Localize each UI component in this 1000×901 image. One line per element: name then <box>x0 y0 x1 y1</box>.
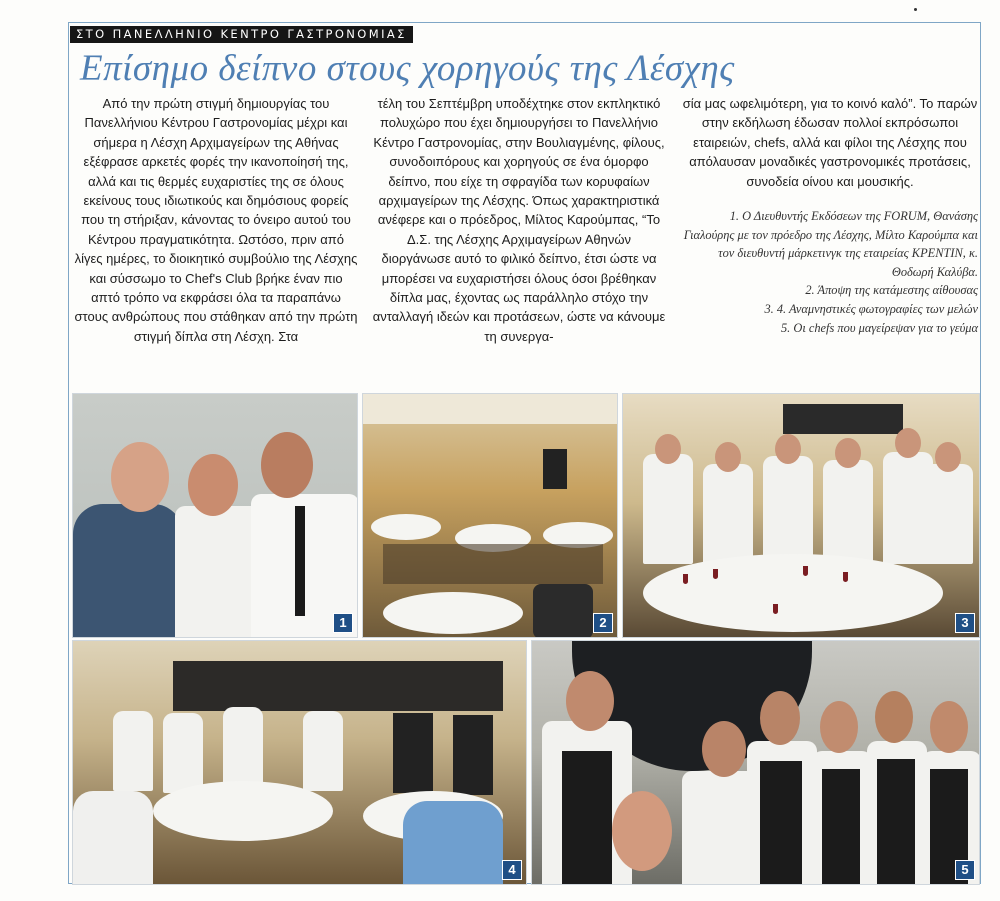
dining-table <box>643 554 943 632</box>
seated-guest <box>403 801 503 885</box>
text-column-1 <box>74 94 358 346</box>
body-text: Από την πρώτη στιγμή δημιουργίας του Πανελλήνιου Κέντρου Γαστρονομίας μέχρι και σήμερα η Λέσχη Αρχιμαγείρων της Αθήνας εξέφρασε αρκετές φορές την ικανοποίησή της, αλλά και τις θερμές ευχαριστίες της σε όλους εκείνους τους ιδιωτικούς και δημόσιους φορείς που τη στήριξαν, κάνοντας το όνειρο αυτού του Κέντρου πραγματικότητα. Ωστόσο, πριν από λίγες ημέρες, το διοικητικό συμβούλιο της Λέσχης και σύσσωμο το Chef's Club βρήκε έναν πιο απτό τρόπο να εκφράσει όλα τα παραπάνω στους ανθρώπους που στάθηκαν από την πρώτη στιγμή δίπλα στη Λέσχη. Στα <box>74 96 358 344</box>
wine-glass <box>773 604 778 614</box>
text-column-2 <box>372 94 666 346</box>
photo-number-badge: 5 <box>955 860 975 880</box>
person-head <box>760 691 800 745</box>
print-dot <box>914 8 917 11</box>
photo-4 <box>72 640 527 885</box>
person-head <box>188 454 238 516</box>
speaker <box>543 449 567 489</box>
body-text: τέλη του Σεπτέμβρη υποδέχτηκε στον εκπληκτικό πολυχώρο που έχει δημιουργήσει το Πανελλήνιο Κέντρο Γαστρονομίας, στην Βουλιαγμένης, φίλους, συνοδοιπόρους και χορηγούς σε ένα όμορφο δείπνο, που είχε τη σφραγίδα των κορυφαίων αρχιμαγείρων της Λέσχης. Όπως χαρακτηριστικά ανέφερε και ο πρόεδρος, Μίλτος Καρούμπας, “Το Δ.Σ. της Λέσχης Αρχιμαγείρων Αθηνών διοργάνωσε αυτό το φιλικό δείπνο, έτσι ώστε να μπορέσει να ευχαριστήσει όλους όσοι βρέθηκαν δίπλα μας, έχοντας ως παράλληλο στόχο την ανταλλαγή ιδεών και προτάσεων, ώστε να κάνουμε τη συνεργα- <box>372 96 666 344</box>
person-head <box>702 721 746 777</box>
chef-apron <box>822 769 860 885</box>
person-head <box>895 428 921 458</box>
person-head <box>261 432 313 498</box>
article-title: Επίσημο δείπνο στους χορηγούς της Λέσχης <box>80 48 735 89</box>
wine-glass <box>713 569 718 579</box>
seated-guest <box>73 791 153 885</box>
caption-4: 5. Οι chefs που μαγείρεψαν για το γεύμα <box>780 320 978 335</box>
chef-apron <box>393 713 433 793</box>
wall-panel <box>783 404 903 434</box>
chef-coat <box>113 711 153 791</box>
person-head <box>612 791 672 871</box>
chef-apron <box>877 759 915 885</box>
dining-table <box>383 592 523 634</box>
chef-coat <box>763 456 813 564</box>
body-text: σία μας ωφελιμότερη, για το κοινό καλό”. Το παρών στην εκδήλωση έδωσαν πολλοί εκπρόσωποι εταιρειών, chefs, αλλά και φίλοι της Λέσχης που απόλαυσαν μοναδικές γαστρονομικές προτάσεις, συνοδεία οίνου και μουσικής. <box>682 96 978 189</box>
wine-glass <box>843 572 848 582</box>
person-head <box>835 438 861 468</box>
photo-number-badge: 3 <box>955 613 975 633</box>
chef-coat <box>643 454 693 564</box>
chef-apron <box>562 751 612 885</box>
photo-1 <box>72 393 358 638</box>
person-head <box>566 671 614 731</box>
chef-coat <box>923 464 973 564</box>
chef-coat <box>703 464 753 564</box>
person-head <box>875 691 913 743</box>
caption-1: 1. Ο Διευθυντής Εκδόσεων της FORUM, Θανάσης Γιαλούρης με τον πρόεδρο της Λέσχης, Μίλτο Καρούμπα και τον διευθυντή μάρκετινγκ της εταιρείας ΚΡΕΝΤΙΝ, κ. Θοδωρή Καλύβα. <box>683 209 978 279</box>
chef-coat <box>223 707 263 791</box>
chef-apron <box>453 715 493 795</box>
text-column-3 <box>682 94 978 337</box>
photo-number-badge: 4 <box>502 860 522 880</box>
chef-coat <box>823 460 873 564</box>
photo-number-badge: 1 <box>333 613 353 633</box>
wine-glass <box>683 574 688 584</box>
chef-apron <box>760 761 802 885</box>
guests-row <box>383 544 603 584</box>
chef-coat <box>303 711 343 791</box>
person-head <box>111 442 169 512</box>
person-figure <box>73 504 183 638</box>
photo-number-badge: 2 <box>593 613 613 633</box>
tie <box>295 506 305 616</box>
wall-panel <box>173 661 503 711</box>
person-head <box>820 701 858 753</box>
person-head <box>935 442 961 472</box>
person-head <box>775 434 801 464</box>
person-head <box>655 434 681 464</box>
chair <box>533 584 593 638</box>
photo-2 <box>362 393 618 638</box>
wine-glass <box>803 566 808 576</box>
ceiling <box>363 394 618 424</box>
person-head <box>715 442 741 472</box>
caption-3: 3. 4. Αναμνηστικές φωτογραφίες των μελών <box>764 302 978 316</box>
chef-coat <box>163 713 203 793</box>
caption-2: 2. Άποψη της κατάμεστης αίθουσας <box>805 283 978 298</box>
person-head <box>930 701 968 753</box>
photo-captions <box>682 207 978 337</box>
photo-3 <box>622 393 980 638</box>
dining-table <box>153 781 333 841</box>
photo-5 <box>531 640 980 885</box>
dining-table <box>371 514 441 540</box>
section-label: ΣΤΟ ΠΑΝΕΛΛΗΝΙΟ ΚΕΝΤΡΟ ΓΑΣΤΡΟΝΟΜΙΑΣ <box>70 26 413 43</box>
